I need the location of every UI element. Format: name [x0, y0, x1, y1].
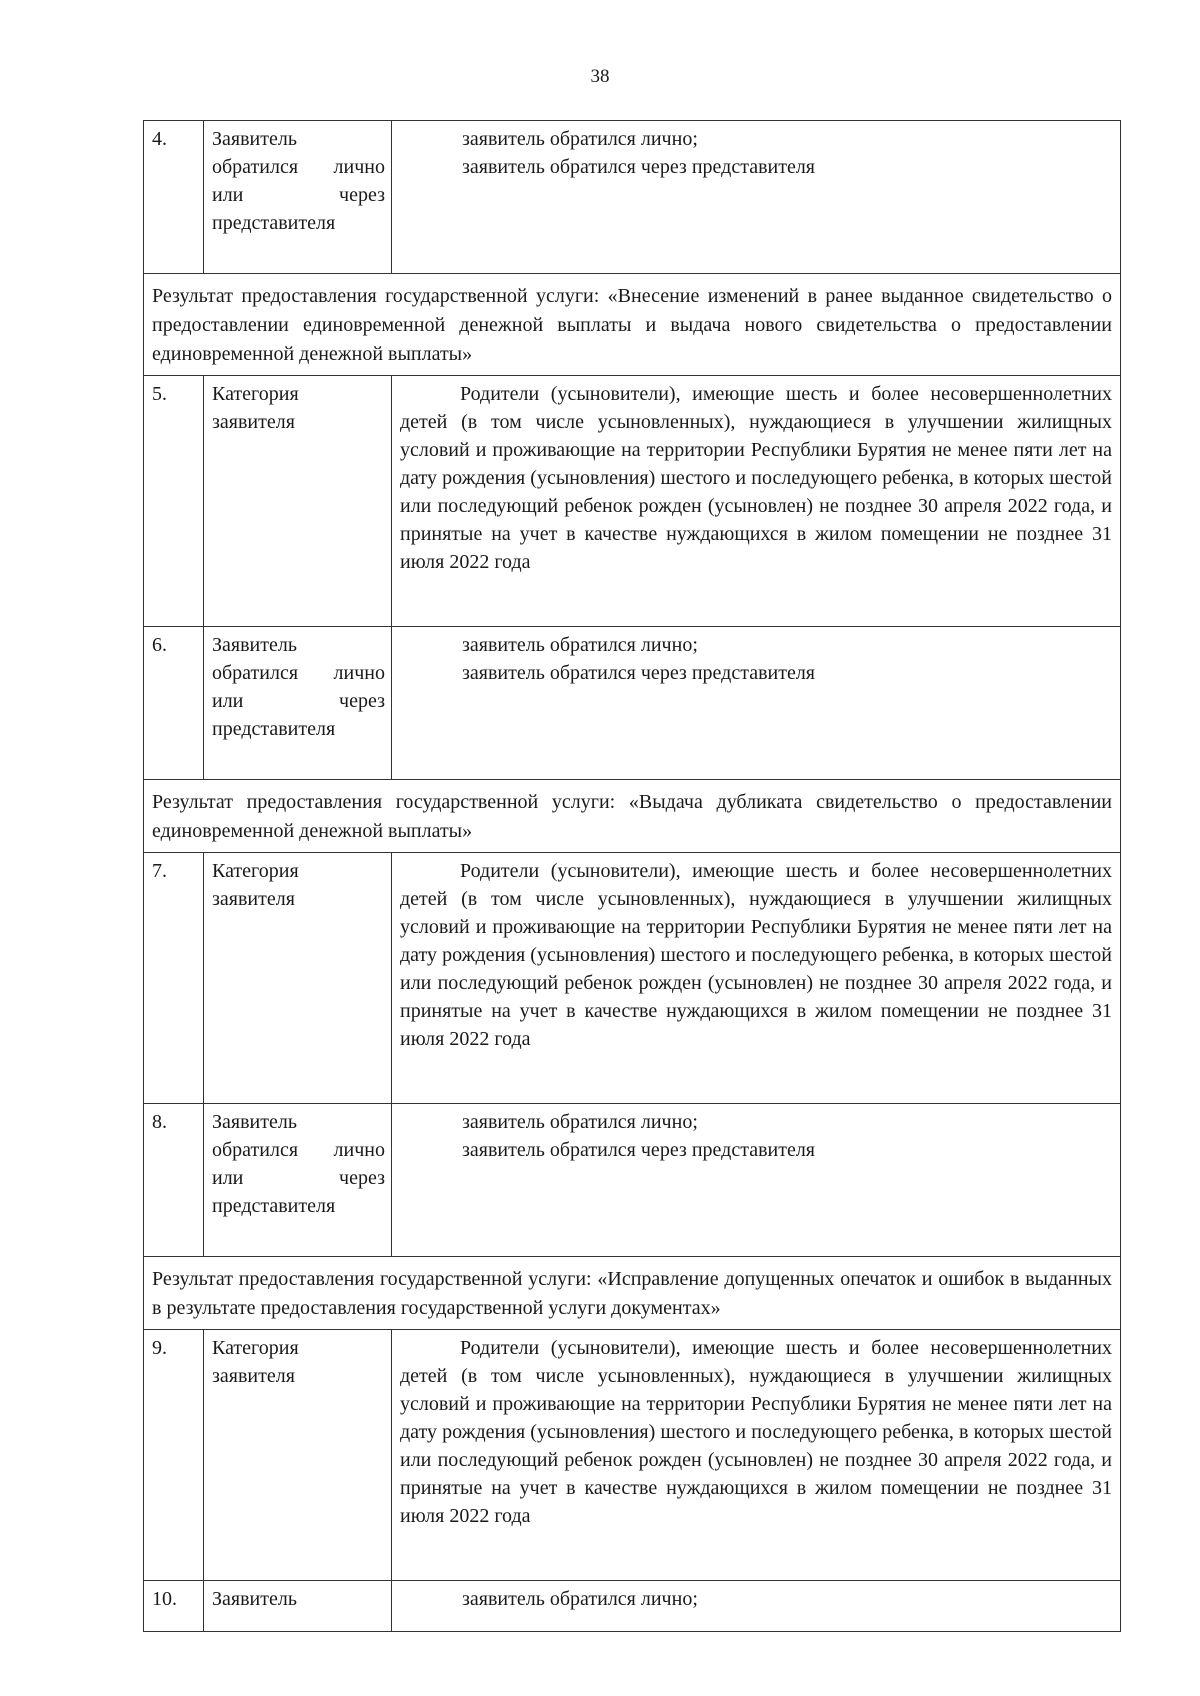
row-label: Категория заявителя	[204, 376, 392, 627]
row-label: Заявитель обратился лично или через представителя	[204, 627, 392, 780]
value-line: заявитель обратился через представителя	[462, 662, 816, 684]
result-heading: Результат предоставления государственной услуги: «Выдача дубликата свидетельство о предоставлении единовременной денежной выплаты»	[144, 780, 1121, 853]
row-number: 5.	[144, 376, 204, 627]
applicant-variants-table	[143, 120, 1121, 1632]
row-number: 8.	[144, 1104, 204, 1257]
row-values	[392, 1104, 1121, 1257]
value-line: заявитель обратился через представителя	[462, 156, 816, 178]
table-row	[144, 376, 1121, 627]
row-number: 6.	[144, 627, 204, 780]
table-row	[144, 780, 1121, 853]
table-row	[144, 121, 1121, 274]
row-values	[392, 121, 1121, 274]
table-row	[144, 1330, 1121, 1581]
table-row	[144, 1104, 1121, 1257]
row-label: Заявитель	[204, 1581, 392, 1632]
value-line: заявитель обратился лично;	[462, 1111, 698, 1133]
value-line: заявитель обратился лично;	[462, 128, 698, 150]
row-number: 9.	[144, 1330, 204, 1581]
table-row	[144, 1581, 1121, 1632]
row-description: Родители (усыновители), имеющие шесть и более несовершеннолетних детей (в том числе усыновленных), нуждающиеся в улучшении жилищных условий и проживающие на территории Республики Бурятия не менее пяти лет на дату рождения (усыновления) шестого и последующего ребенка, в которых шестой или последующий ребенок рожден (усыновлен) не позднее 30 апреля 2022 года, и принятые на учет в качестве нуждающихся в жилом помещении не позднее 31 июля 2022 года	[392, 1330, 1121, 1581]
row-description: Родители (усыновители), имеющие шесть и более несовершеннолетних детей (в том числе усыновленных), нуждающиеся в улучшении жилищных условий и проживающие на территории Республики Бурятия не менее пяти лет на дату рождения (усыновления) шестого и последующего ребенка, в которых шестой или последующий ребенок рожден (усыновлен) не позднее 30 апреля 2022 года, и принятые на учет в качестве нуждающихся в жилом помещении не позднее 31 июля 2022 года	[392, 376, 1121, 627]
table-row	[144, 627, 1121, 780]
result-heading: Результат предоставления государственной услуги: «Внесение изменений в ранее выданное свидетельство о предоставлении единовременной денежной выплаты и выдача нового свидетельства о предоставлении единовременной денежной выплаты»	[144, 274, 1121, 376]
row-values	[392, 1581, 1121, 1632]
row-label: Категория заявителя	[204, 1330, 392, 1581]
row-label: Категория заявителя	[204, 853, 392, 1104]
page-number: 38	[590, 66, 610, 87]
row-number: 10.	[144, 1581, 204, 1632]
row-values	[392, 627, 1121, 780]
value-line: заявитель обратился через представителя	[462, 1139, 816, 1161]
row-number: 7.	[144, 853, 204, 1104]
row-number: 4.	[144, 121, 204, 274]
row-label: Заявитель обратился лично или через представителя	[204, 121, 392, 274]
value-line: заявитель обратился лично;	[462, 1588, 698, 1610]
row-label: Заявитель обратился лично или через представителя	[204, 1104, 392, 1257]
row-description: Родители (усыновители), имеющие шесть и более несовершеннолетних детей (в том числе усыновленных), нуждающиеся в улучшении жилищных условий и проживающие на территории Республики Бурятия не менее пяти лет на дату рождения (усыновления) шестого и последующего ребенка, в которых шестой или последующий ребенок рожден (усыновлен) не позднее 30 апреля 2022 года, и принятые на учет в качестве нуждающихся в жилом помещении не позднее 31 июля 2022 года	[392, 853, 1121, 1104]
table-row	[144, 853, 1121, 1104]
value-line: заявитель обратился лично;	[462, 634, 698, 656]
table-row	[144, 1257, 1121, 1330]
table-row	[144, 274, 1121, 376]
result-heading: Результат предоставления государственной услуги: «Исправление допущенных опечаток и ошибок в выданных в результате предоставления государственной услуги документах»	[144, 1257, 1121, 1330]
